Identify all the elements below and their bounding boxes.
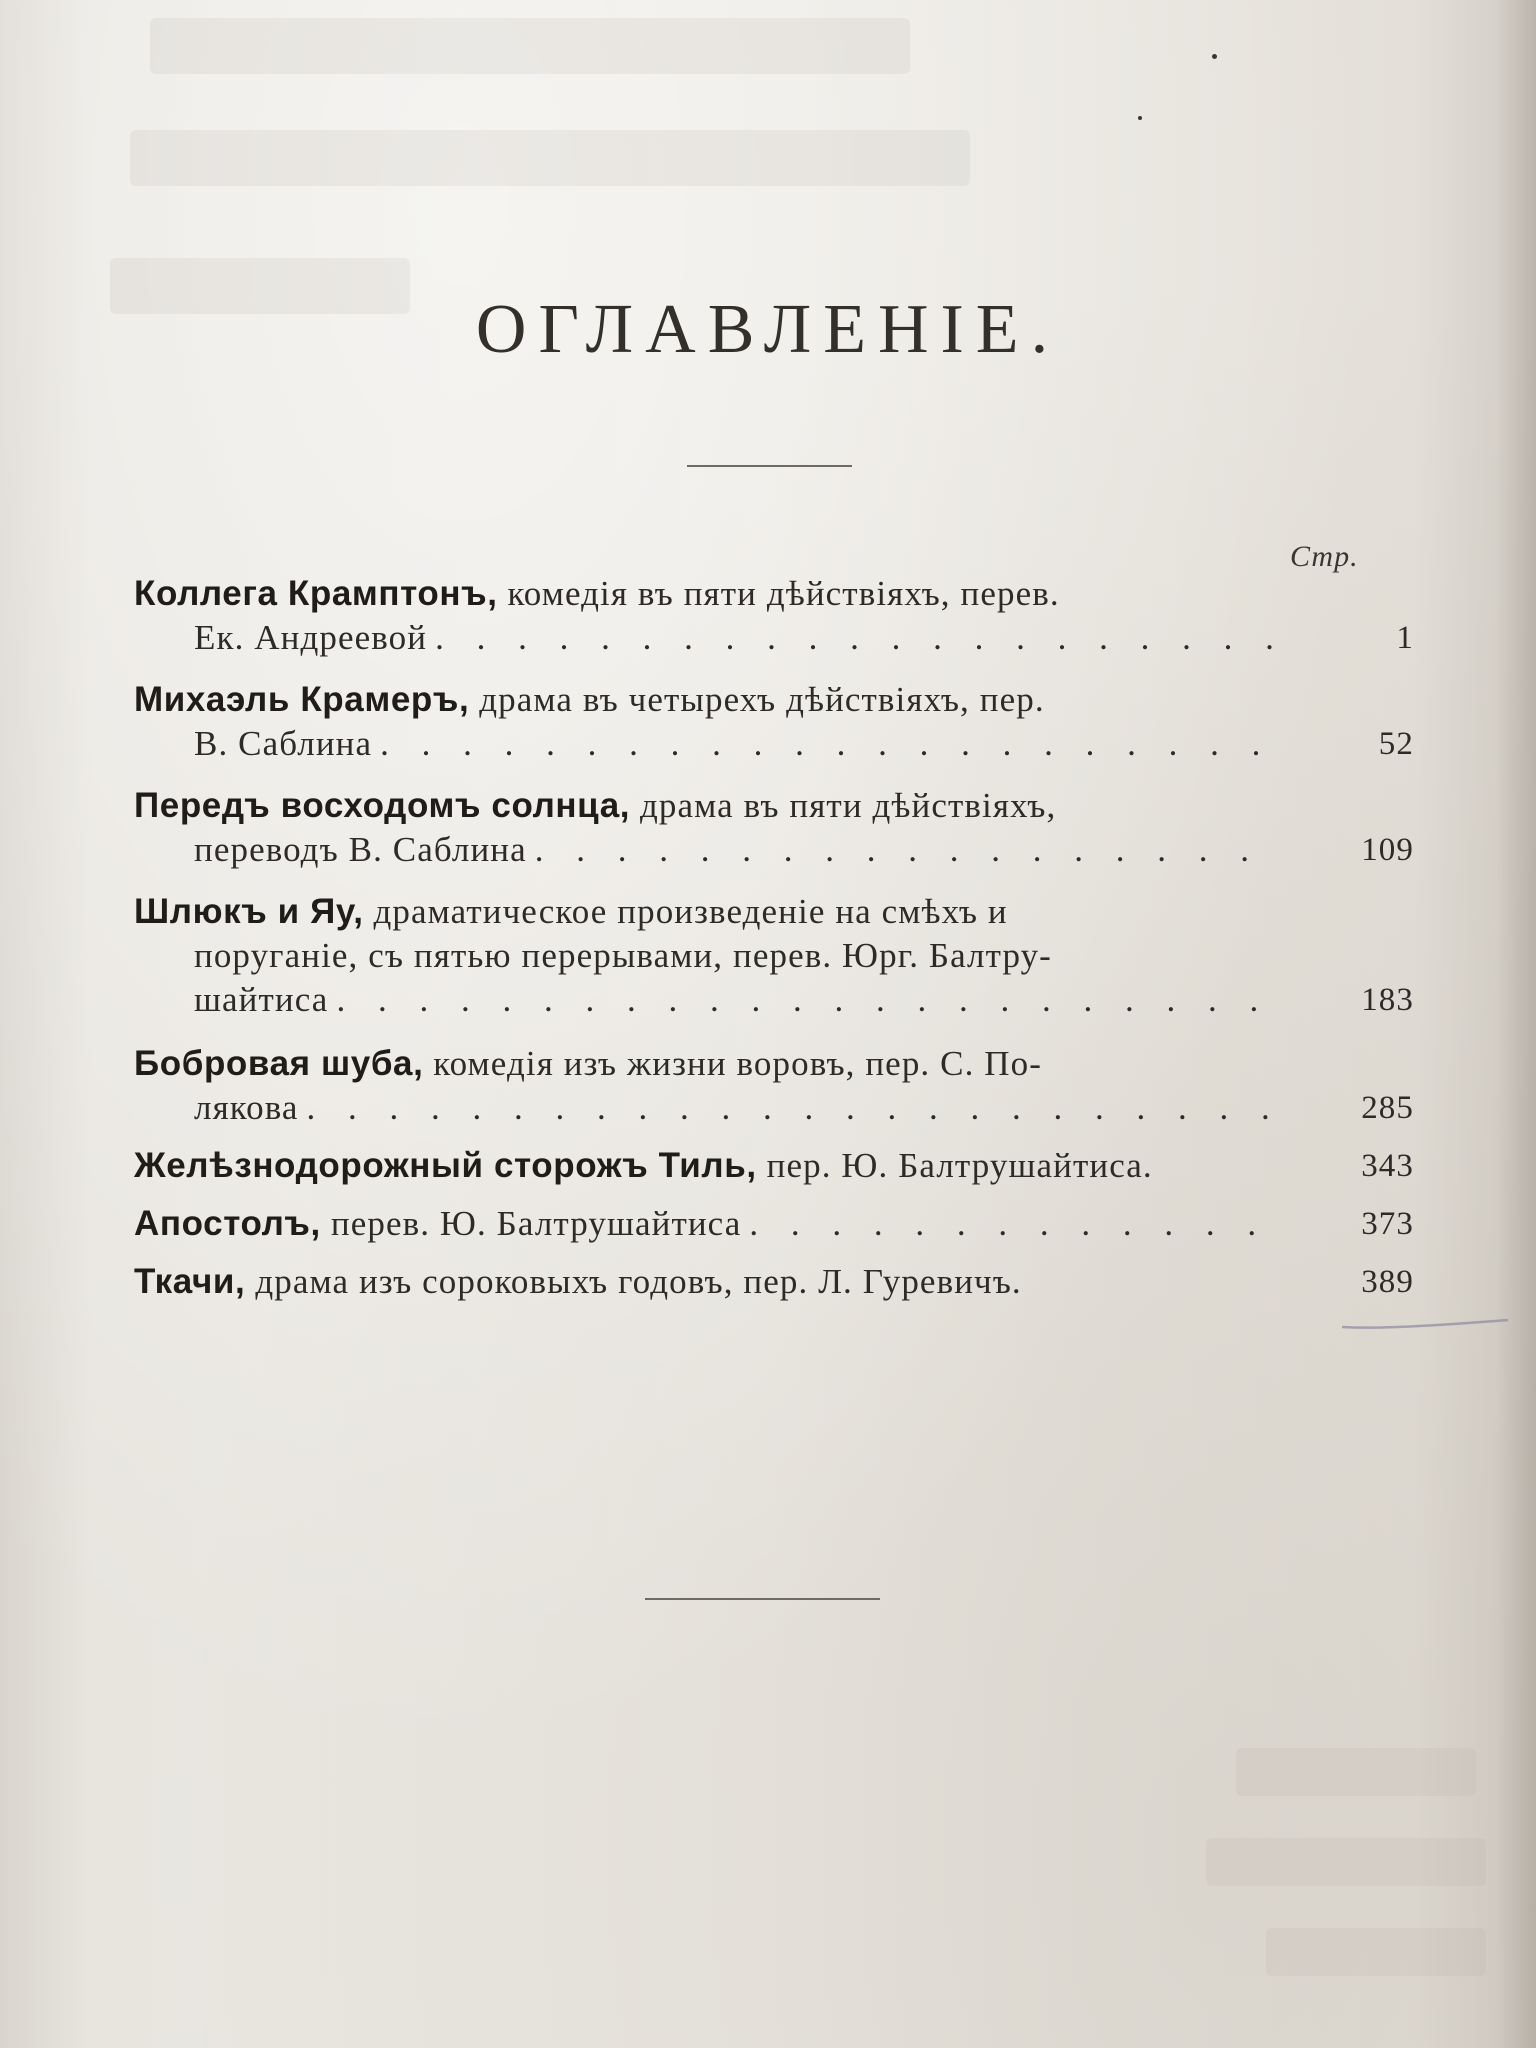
toc-entry[interactable] bbox=[134, 784, 1424, 872]
dot-leader bbox=[527, 828, 1284, 872]
toc-entry-title: Ткачи, bbox=[134, 1262, 246, 1301]
toc-entry-title: Шлюкъ и Яу, bbox=[134, 892, 364, 931]
toc-entry-title: Коллега Крамптонъ, bbox=[134, 574, 498, 613]
page-title: ОГЛАВЛЕНІЕ. bbox=[475, 291, 1061, 368]
dot-leader bbox=[299, 1086, 1285, 1130]
end-rule bbox=[645, 1598, 880, 1600]
toc-entry-title: Михаэль Крамеръ, bbox=[134, 680, 470, 719]
toc-entry-desc: лякова bbox=[194, 1088, 299, 1127]
toc-entry-page: 285 bbox=[1361, 1090, 1414, 1126]
toc-entry-text bbox=[134, 572, 1284, 660]
toc-entry-text bbox=[134, 1042, 1284, 1130]
toc-entry-desc: комедія изъ жизни воровъ, пер. С. По- bbox=[433, 1044, 1042, 1083]
toc-entry-desc: пер. Ю. Балтрушайтиса. bbox=[766, 1146, 1153, 1185]
toc-entry-desc: В. Саблина bbox=[194, 724, 373, 763]
table-of-contents bbox=[134, 572, 1424, 1304]
dot-leader bbox=[328, 978, 1284, 1022]
page-column-label: Стр. bbox=[1290, 540, 1359, 573]
title-rule bbox=[687, 465, 852, 467]
toc-entry-desc: комедія въ пяти дѣйствіяхъ, перев. bbox=[507, 574, 1060, 613]
toc-entry-page: 343 bbox=[1361, 1148, 1414, 1184]
toc-entry-title: Апостолъ, bbox=[134, 1204, 321, 1243]
toc-entry-desc: шайтиса bbox=[194, 980, 329, 1019]
toc-entry-page: 1 bbox=[1396, 620, 1414, 656]
toc-entry[interactable] bbox=[134, 678, 1424, 766]
toc-entry-desc: драматическое произведеніе на смѣхъ и bbox=[373, 892, 1008, 931]
toc-entry-title: Передъ восходомъ солнца, bbox=[134, 786, 631, 825]
dot-leader bbox=[372, 722, 1284, 766]
show-through-text-bottom bbox=[1176, 1728, 1506, 2028]
toc-entry-text bbox=[134, 1202, 1284, 1246]
toc-entry-text bbox=[134, 678, 1284, 766]
toc-entry[interactable] bbox=[134, 1260, 1424, 1304]
toc-entry-page: 109 bbox=[1361, 832, 1414, 868]
toc-entry-text bbox=[134, 784, 1284, 872]
toc-entry-text bbox=[134, 1260, 1284, 1304]
toc-entry-text bbox=[134, 1144, 1284, 1188]
toc-entry-page: 389 bbox=[1361, 1264, 1414, 1300]
paper-speck bbox=[1138, 116, 1142, 120]
toc-entry-title: Желѣзнодорожный сторожъ Тиль, bbox=[134, 1146, 757, 1185]
toc-entry[interactable] bbox=[134, 572, 1424, 660]
toc-entry-page: 373 bbox=[1361, 1206, 1414, 1242]
toc-entry[interactable] bbox=[134, 1202, 1424, 1246]
toc-entry-title: Бобровая шуба, bbox=[134, 1044, 424, 1083]
pencil-mark bbox=[1340, 1318, 1510, 1332]
paper-speck bbox=[1212, 54, 1217, 59]
toc-entry-desc: Ек. Андреевой bbox=[194, 618, 428, 657]
toc-entry-page: 183 bbox=[1361, 982, 1414, 1018]
toc-entry-desc: драма въ пяти дѣйствіяхъ, bbox=[639, 786, 1057, 825]
dot-leader bbox=[427, 616, 1284, 660]
toc-entry-desc: переводъ В. Саблина bbox=[194, 830, 527, 869]
toc-entry[interactable] bbox=[134, 1042, 1424, 1130]
toc-entry-page: 52 bbox=[1378, 726, 1414, 762]
toc-entry-desc: поруганіе, съ пятью перерывами, перев. Юрг. Балтру- bbox=[194, 936, 1052, 975]
toc-entry[interactable] bbox=[134, 1144, 1424, 1188]
dot-leader bbox=[741, 1202, 1284, 1246]
toc-entry-text bbox=[134, 890, 1284, 1022]
toc-entry-desc: драма изъ сороковыхъ годовъ, пер. Л. Гуревичъ. bbox=[255, 1262, 1022, 1301]
toc-entry[interactable] bbox=[134, 890, 1424, 1022]
toc-entry-desc: перев. Ю. Балтрушайтиса bbox=[330, 1204, 742, 1243]
toc-entry-desc: драма въ четырехъ дѣйствіяхъ, пер. bbox=[479, 680, 1045, 719]
